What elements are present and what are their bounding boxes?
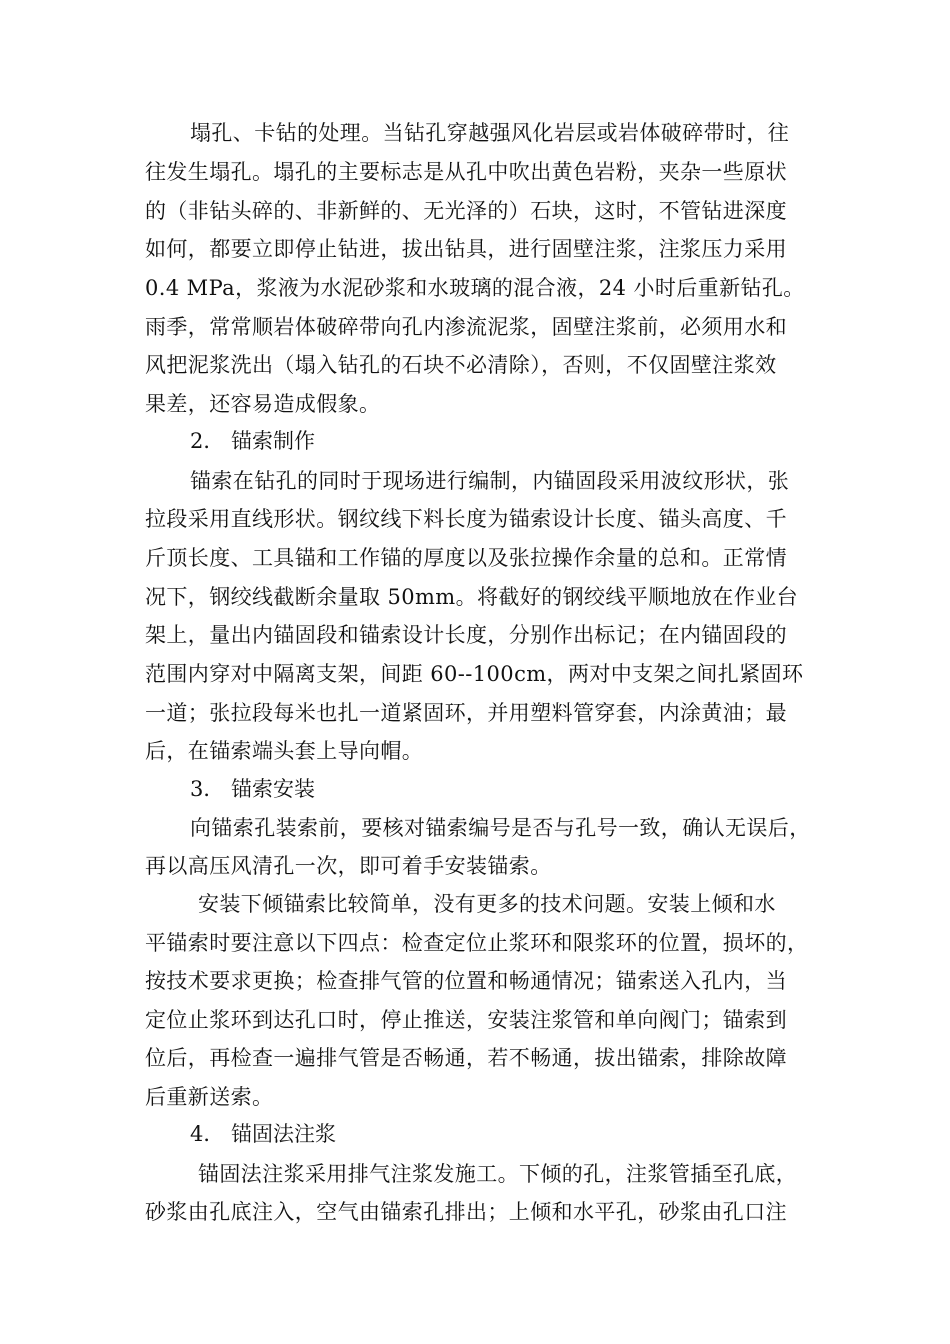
- paragraph-line: 后，在锚索端头套上导向帽。: [145, 739, 424, 763]
- paragraph-line: 锚索在钻孔的同时于现场进行编制，内锚固段采用波纹形状，张: [190, 469, 790, 493]
- paragraph-line: 拉段采用直线形状。钢纹线下料长度为锚索设计长度、锚头高度、千: [145, 507, 787, 531]
- paragraph-line: 按技术要求更换；检查排气管的位置和畅通情况；锚索送入孔内，当: [145, 969, 787, 993]
- paragraph-line: 砂浆由孔底注入，空气由锚索孔排出；上倾和水平孔，砂浆由孔口注: [145, 1200, 787, 1224]
- paragraph-line: 向锚索孔装索前，要核对锚索编号是否与孔号一致，确认无误后，: [190, 816, 811, 840]
- paragraph-line: 安装下倾锚索比较简单，没有更多的技术问题。安装上倾和水: [198, 892, 776, 916]
- paragraph-line: 定位止浆环到达孔口时，停止推送，安装注浆管和单向阀门；锚索到: [145, 1008, 787, 1032]
- section-heading: 2． 锚索制作: [190, 429, 316, 453]
- paragraph-line: 位后，再检查一遍排气管是否畅通，若不畅通，拔出锚索，排除故障: [145, 1046, 787, 1070]
- paragraph-line: 锚固法注浆采用排气注浆发施工。下倾的孔，注浆管插至孔底，: [198, 1162, 798, 1186]
- paragraph-line: 雨季，常常顺岩体破碎带向孔内渗流泥浆，固壁注浆前，必须用水和: [145, 315, 787, 339]
- section-heading: 3． 锚索安装: [190, 777, 316, 801]
- paragraph-line: 往发生塌孔。塌孔的主要标志是从孔中吹出黄色岩粉，夹杂一些原状: [145, 160, 787, 184]
- paragraph-line: 的（非钻头碎的、非新鲜的、无光泽的）石块，这时，不管钻进深度: [145, 199, 787, 223]
- paragraph-line: 后重新送索。: [145, 1085, 274, 1109]
- paragraph-line: 塌孔、卡钻的处理。当钻孔穿越强风化岩层或岩体破碎带时，往: [190, 121, 790, 145]
- paragraph-line: 架上，量出内锚固段和锚索设计长度，分别作出标记；在内锚固段的: [145, 623, 787, 647]
- paragraph-line: 风把泥浆洗出（塌入钻孔的石块不必清除），否则，不仅固壁注浆效: [145, 353, 777, 377]
- paragraph-line: 如何，都要立即停止钻进，拔出钻具，进行固壁注浆，注浆压力采用: [145, 237, 787, 261]
- paragraph-line: 再以高压风清孔一次，即可着手安装锚索。: [145, 854, 552, 878]
- paragraph-line: 一道；张拉段每米也扎一道紧固环，并用塑料管穿套，内涂黄油；最: [145, 701, 787, 725]
- paragraph-line: 斤顶长度、工具锚和工作锚的厚度以及张拉操作余量的总和。正常情: [145, 546, 787, 570]
- paragraph-line: 0.4 MPa，浆液为水泥砂浆和水玻璃的混合液，24 小时后重新钻孔。: [145, 276, 805, 300]
- paragraph-line: 果差，还容易造成假象。: [145, 392, 381, 416]
- paragraph-line: 况下，钢绞线截断余量取 50mm。将截好的钢绞线平顺地放在作业台: [145, 585, 799, 609]
- paragraph-line: 平锚索时要注意以下四点：检查定位止浆环和限浆环的位置，损坏的，: [145, 931, 809, 955]
- paragraph-line: 范围内穿对中隔离支架，间距 60--100cm，两对中支架之间扎紧固环: [145, 662, 804, 686]
- section-heading: 4． 锚固法注浆: [190, 1122, 337, 1146]
